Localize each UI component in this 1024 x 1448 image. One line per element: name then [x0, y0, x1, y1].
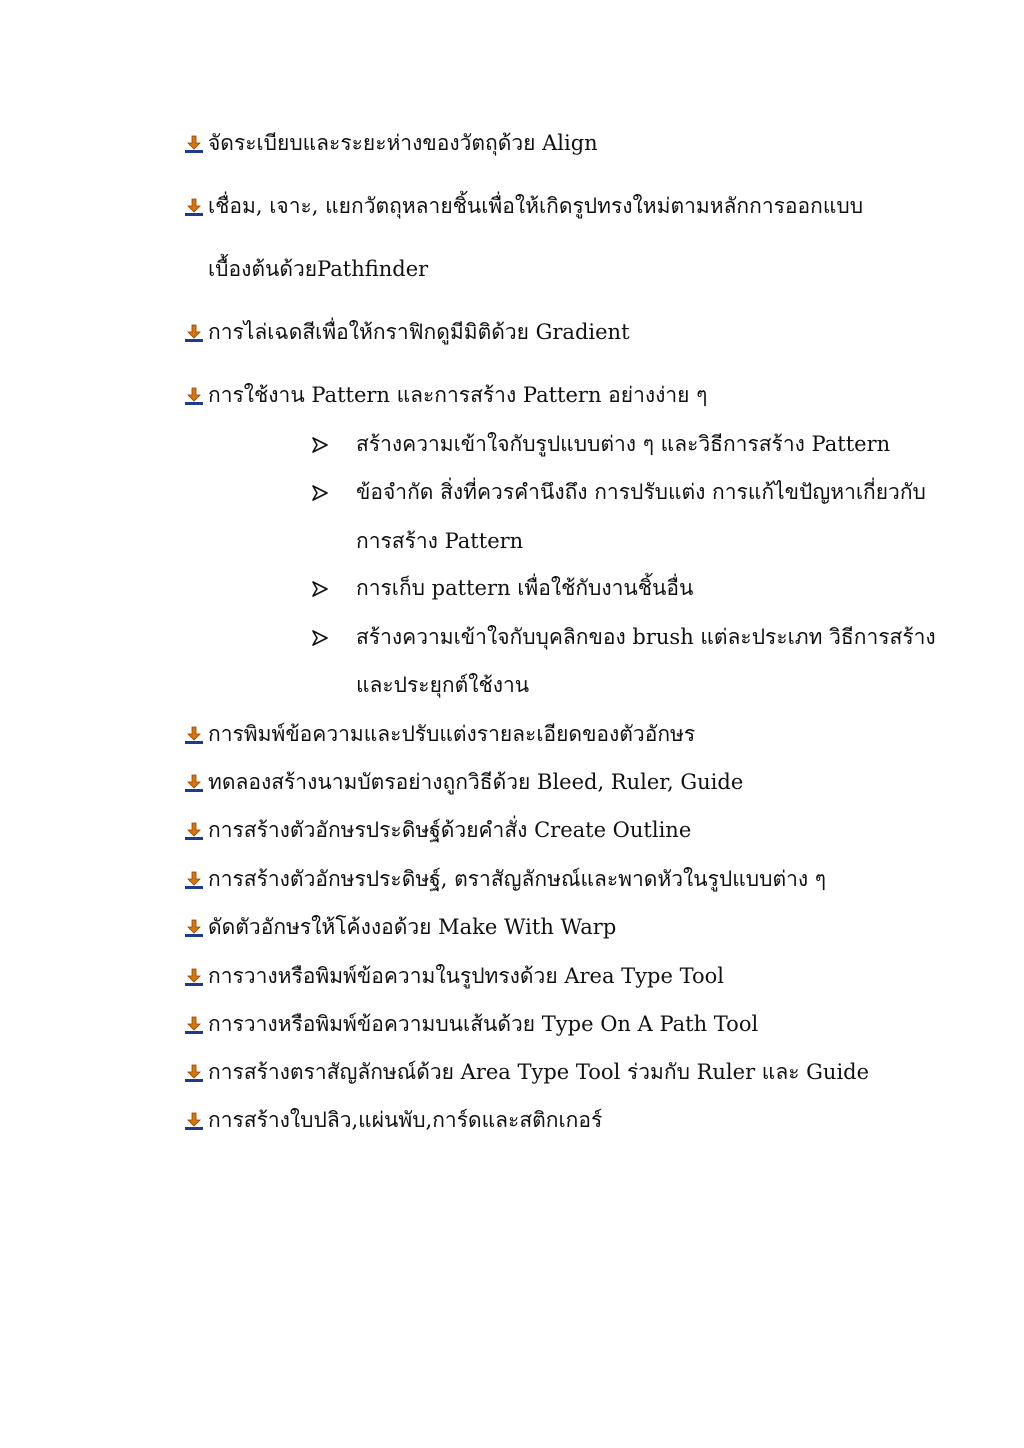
download-arrow-icon [183, 967, 205, 989]
list-item-flyer-brochure: การสร้างใบปลิว,แผ่นพับ,การ์ดและสติกเกอร์ [208, 1108, 603, 1132]
download-arrow-icon [183, 386, 205, 408]
sub-item-pattern-store: การเก็บ pattern เพื่อใช้กับงานชิ้นอื่น [356, 576, 694, 600]
download-arrow-icon [183, 1111, 205, 1133]
arrowhead-icon [311, 629, 329, 647]
sub-item-brush: สร้างความเข้าใจกับบุคลิกของ brush แต่ละประเภท วิธีการสร้าง [356, 625, 936, 649]
sub-item-pattern-limits-cont: การสร้าง Pattern [356, 529, 524, 553]
download-arrow-icon [183, 870, 205, 892]
arrowhead-icon [311, 484, 329, 502]
list-item-warp: ดัดตัวอักษรให้โค้งงอด้วย Make With Warp [208, 915, 617, 939]
list-item-area-type: การวางหรือพิมพ์ข้อความในรูปทรงด้วย Area Type Tool [208, 964, 724, 988]
list-item-create-outline: การสร้างตัวอักษรประดิษฐ์ด้วยคำสั่ง Create Outline [208, 818, 692, 842]
download-arrow-icon [183, 323, 205, 345]
download-arrow-icon [183, 197, 205, 219]
sub-item-pattern-types: สร้างความเข้าใจกับรูปแบบต่าง ๆ และวิธีการสร้าง Pattern [356, 432, 891, 456]
list-item-align: จัดระเบียบและระยะห่างของวัตถุด้วย Align [208, 131, 598, 155]
download-arrow-icon [183, 918, 205, 940]
list-item-type-on-path: การวางหรือพิมพ์ข้อความบนเส้นด้วย Type On A Path Tool [208, 1012, 759, 1036]
arrowhead-icon [311, 580, 329, 598]
download-arrow-icon [183, 725, 205, 747]
list-item-pattern: การใช้งาน Pattern และการสร้าง Pattern อย่างง่าย ๆ [208, 383, 708, 407]
arrowhead-icon [311, 436, 329, 454]
list-item-logo-headline: การสร้างตัวอักษรประดิษฐ์, ตราสัญลักษณ์และพาดหัวในรูปแบบต่าง ๆ [208, 867, 827, 891]
list-item-typing: การพิมพ์ข้อความและปรับแต่งรายละเอียดของตัวอักษร [208, 722, 696, 746]
download-arrow-icon [183, 1015, 205, 1037]
download-arrow-icon [183, 773, 205, 795]
download-arrow-icon [183, 1063, 205, 1085]
download-arrow-icon [183, 821, 205, 843]
list-item-gradient: การไล่เฉดสีเพื่อให้กราฟิกดูมีมิติด้วย Gradient [208, 320, 630, 344]
sub-item-brush-cont: และประยุกต์ใช้งาน [356, 673, 530, 697]
list-item-pathfinder: เชื่อม, เจาะ, แยกวัตถุหลายชิ้นเพื่อให้เกิดรูปทรงใหม่ตามหลักการออกแบบ [208, 194, 864, 218]
download-arrow-icon [183, 134, 205, 156]
list-item-logo-ruler-guide: การสร้างตราสัญลักษณ์ด้วย Area Type Tool ร่วมกับ Ruler และ Guide [208, 1060, 870, 1084]
list-item-business-card: ทดลองสร้างนามบัตรอย่างถูกวิธีด้วย Bleed, Ruler, Guide [208, 770, 744, 794]
sub-item-pattern-limits: ข้อจำกัด สิ่งที่ควรคำนึงถึง การปรับแต่ง การแก้ไขปัญหาเกี่ยวกับ [356, 480, 926, 504]
list-item-pathfinder-cont: เบื้องต้นด้วยPathfinder [208, 257, 429, 281]
